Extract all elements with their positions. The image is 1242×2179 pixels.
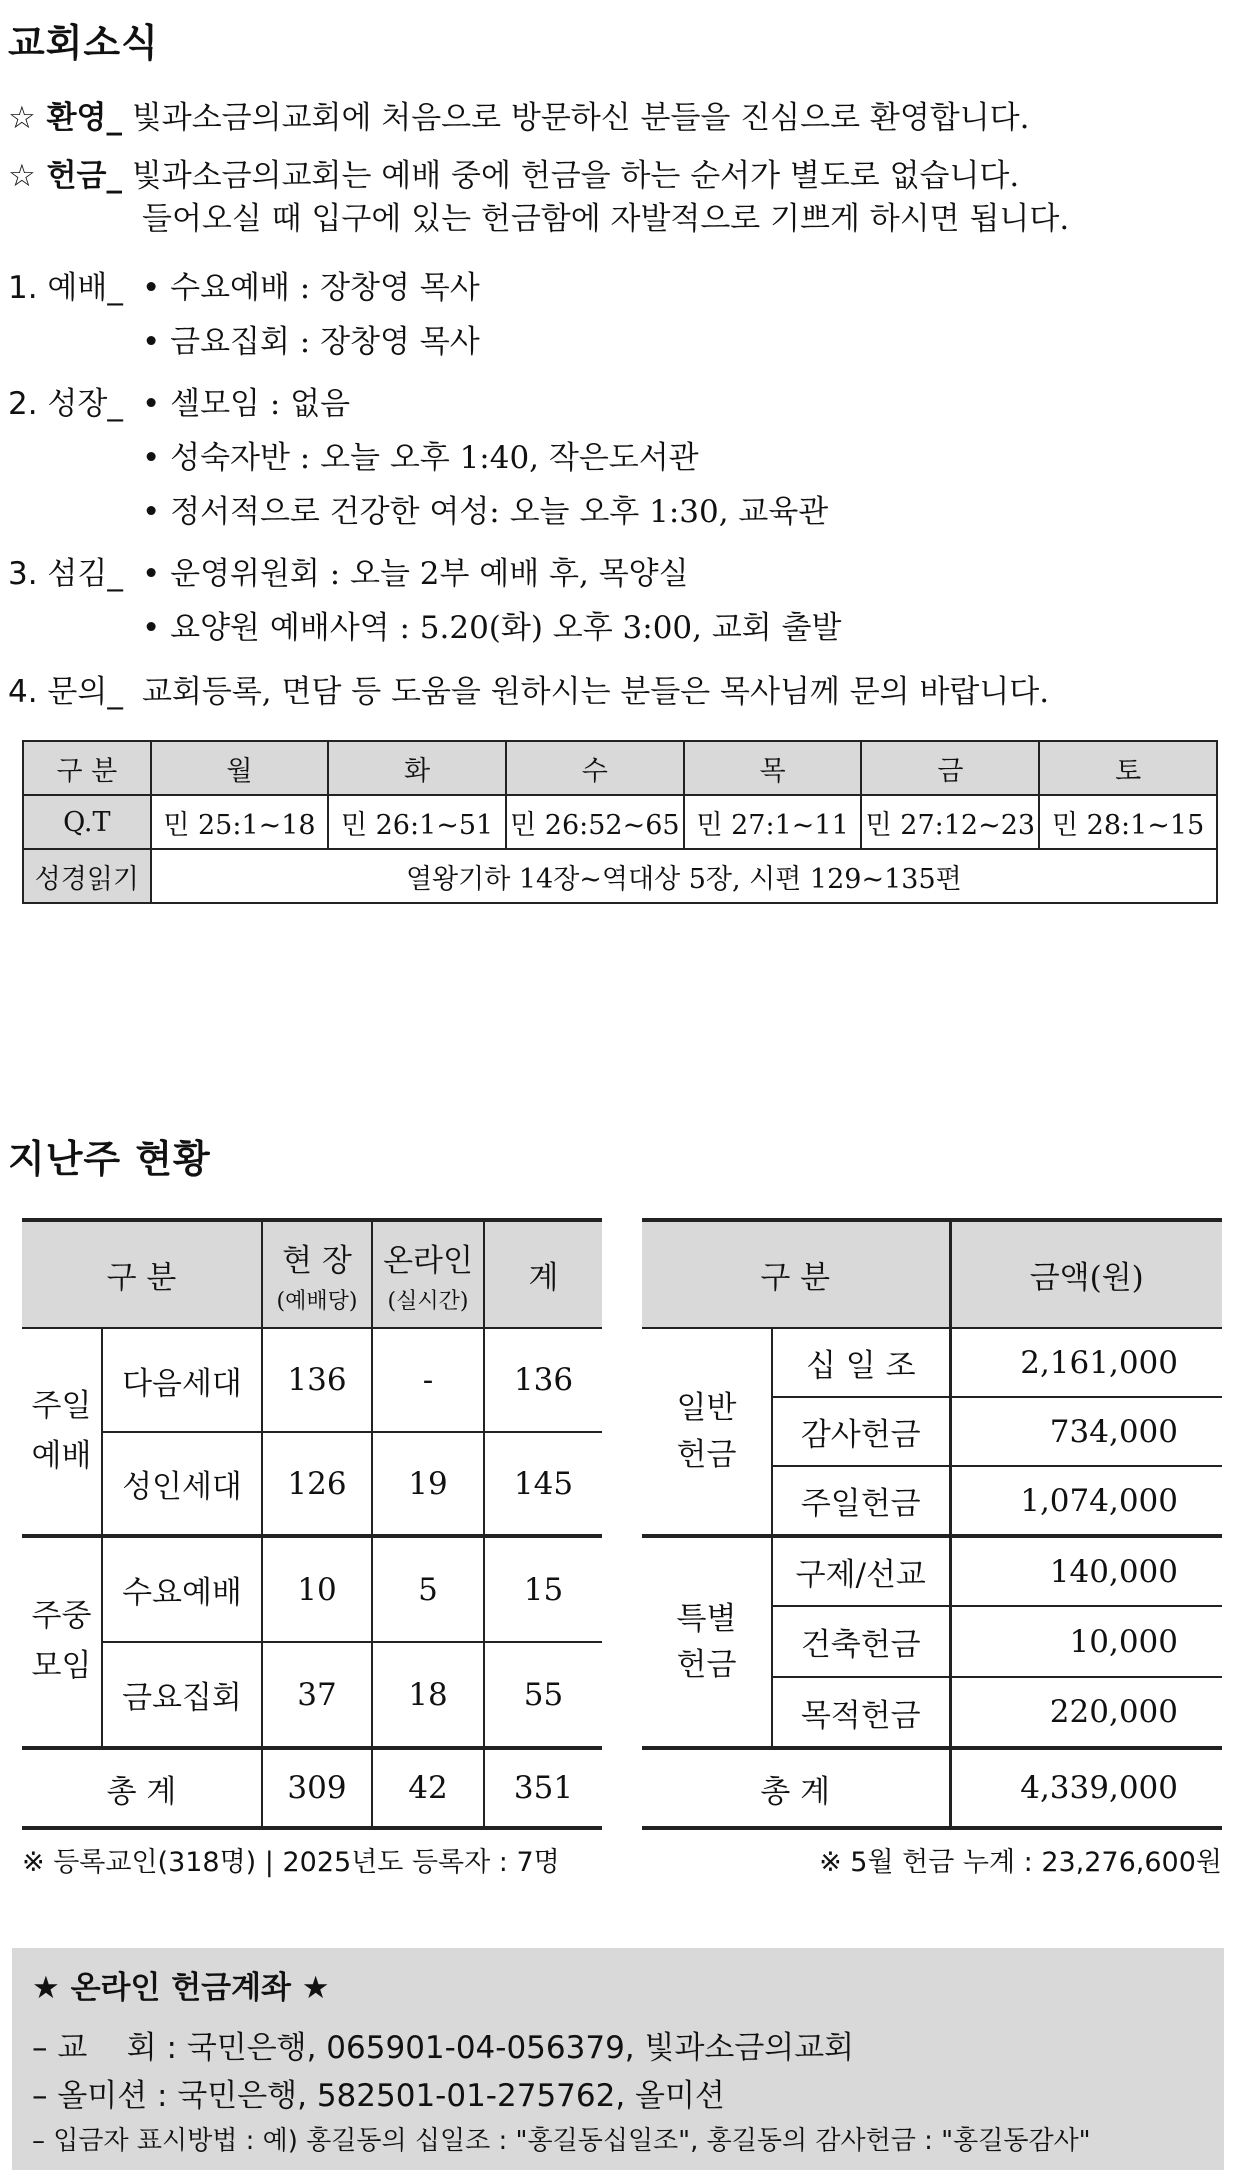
attendance-table — [22, 1218, 602, 1830]
attendance-sum-online: 42 — [372, 1748, 484, 1828]
row-online: - — [372, 1328, 484, 1432]
item-growth-line-3: • 정서적으로 건강한 여성: 오늘 오후 1:30, 교육관 — [142, 494, 829, 530]
attendance-sum-total: 351 — [484, 1748, 602, 1828]
item-label-growth: 2. 성장_ — [8, 386, 123, 422]
row-onsite: 136 — [262, 1328, 372, 1432]
welcome-label: ☆ 환영_ — [8, 100, 122, 136]
row-amount: 2,161,000 — [950, 1328, 1222, 1397]
qt-sat: 민 28:1~15 — [1039, 795, 1217, 849]
table-row — [23, 795, 1217, 849]
attendance-header-online — [372, 1220, 484, 1328]
item-growth-line-2: • 성숙자반 : 오늘 오후 1:40, 작은도서관 — [142, 440, 699, 476]
table-header-row — [22, 1220, 602, 1328]
row-onsite: 37 — [262, 1642, 372, 1748]
row-online: 19 — [372, 1432, 484, 1536]
row-amount: 734,000 — [950, 1397, 1222, 1466]
item-inquiry-line-1: 교회등록, 면담 등 도움을 원하시는 분들은 목사님께 문의 바랍니다. — [142, 674, 1050, 710]
online-account-box — [12, 1948, 1224, 2170]
welcome-text: 빛과소금의교회에 처음으로 방문하신 분들을 진심으로 환영합니다. — [131, 100, 1030, 136]
row-name: 수요예배 — [102, 1536, 262, 1642]
table-header-row — [642, 1220, 1222, 1328]
qt-wed: 민 26:52~65 — [506, 795, 684, 849]
attendance-header-total: 계 — [484, 1220, 602, 1328]
reading-text: 열왕기하 14장~역대상 5장, 시편 129~135편 — [151, 849, 1217, 903]
offering-header-category: 구 분 — [642, 1220, 950, 1328]
header-mon: 월 — [151, 741, 329, 795]
row-amount: 140,000 — [950, 1536, 1222, 1606]
item-service-line-2: • 요양원 예배사역 : 5.20(화) 오후 3:00, 교회 출발 — [142, 610, 842, 646]
depositor-guide-line: – 입금자 표시방법 : 예) 홍길동의 십일조 : "홍길동십일조", 홍길동의 감사헌금 : "홍길동감사" — [32, 2126, 1091, 2156]
item-label-worship: 1. 예배_ — [8, 270, 123, 306]
offering-sum-amount: 4,339,000 — [950, 1748, 1222, 1828]
qt-thu: 민 27:1~11 — [684, 795, 862, 849]
offering-text-2: 들어오실 때 입구에 있는 헌금함에 자발적으로 기쁘게 하시면 됩니다. — [142, 201, 1070, 237]
table-row — [642, 1536, 1222, 1606]
offering-text-1: 빛과소금의교회는 예배 중에 헌금을 하는 순서가 별도로 없습니다. — [131, 158, 1020, 194]
group-sunday-worship: 주일 예배 — [22, 1328, 102, 1536]
header-sat: 토 — [1039, 741, 1217, 795]
qt-mon: 민 25:1~18 — [151, 795, 329, 849]
group-general-offering: 일반 헌금 — [642, 1328, 772, 1536]
row-online: 5 — [372, 1536, 484, 1642]
item-label-inquiry: 4. 문의_ — [8, 674, 123, 710]
attendance-sum-label: 총 계 — [22, 1748, 262, 1828]
table-header-row — [23, 741, 1217, 795]
onsite-label: 현 장 — [282, 1242, 352, 1279]
account-line-allmission: – 올미션 : 국민은행, 582501-01-275762, 올미션 — [32, 2078, 725, 2114]
item-growth-line-1: • 셀모임 : 없음 — [142, 386, 351, 422]
row-name: 금요집회 — [102, 1642, 262, 1748]
row-onsite: 126 — [262, 1432, 372, 1536]
offering-note: ※ 5월 헌금 누계 : 23,276,600원 — [819, 1847, 1222, 1878]
table-row — [642, 1328, 1222, 1397]
row-name: 주일헌금 — [772, 1466, 950, 1536]
header-tue: 화 — [328, 741, 506, 795]
onsite-sub: (예배당) — [276, 1288, 358, 1314]
row-name: 목적헌금 — [772, 1677, 950, 1748]
row-amount: 10,000 — [950, 1606, 1222, 1677]
qt-tue: 민 26:1~51 — [328, 795, 506, 849]
offering-table — [642, 1218, 1222, 1830]
table-row — [22, 1642, 602, 1748]
row-total: 15 — [484, 1536, 602, 1642]
header-wed: 수 — [506, 741, 684, 795]
account-line-church: – 교 회 : 국민은행, 065901-04-056379, 빛과소금의교회 — [32, 2030, 855, 2066]
table-total-row — [642, 1748, 1222, 1828]
table-row — [22, 1536, 602, 1642]
row-amount: 1,074,000 — [950, 1466, 1222, 1536]
attendance-header-onsite — [262, 1220, 372, 1328]
reading-label: 성경읽기 — [23, 849, 151, 903]
row-name: 십 일 조 — [772, 1328, 950, 1397]
header-category: 구 분 — [23, 741, 151, 795]
row-amount: 220,000 — [950, 1677, 1222, 1748]
offering-label: ☆ 헌금_ — [8, 158, 122, 194]
row-onsite: 10 — [262, 1536, 372, 1642]
table-row — [22, 1328, 602, 1432]
row-name: 건축헌금 — [772, 1606, 950, 1677]
item-worship-line-1: • 수요예배 : 장창영 목사 — [142, 270, 480, 306]
row-total: 145 — [484, 1432, 602, 1536]
row-online: 18 — [372, 1642, 484, 1748]
qt-fri: 민 27:12~23 — [861, 795, 1039, 849]
table-row — [23, 849, 1217, 903]
header-fri: 금 — [861, 741, 1039, 795]
header-thu: 목 — [684, 741, 862, 795]
online-sub: (실시간) — [387, 1288, 469, 1314]
item-label-service: 3. 섬김_ — [8, 556, 123, 592]
online-label: 온라인 — [383, 1242, 473, 1279]
offering-line — [8, 150, 1019, 195]
bible-reading-table — [22, 740, 1218, 904]
row-name: 성인세대 — [102, 1432, 262, 1536]
table-row — [22, 1432, 602, 1536]
table-total-row — [22, 1748, 602, 1828]
row-name: 구제/선교 — [772, 1536, 950, 1606]
row-name: 감사헌금 — [772, 1397, 950, 1466]
row-total: 55 — [484, 1642, 602, 1748]
item-worship-line-2: • 금요집회 : 장창영 목사 — [142, 324, 480, 360]
offering-sum-label: 총 계 — [642, 1748, 950, 1828]
item-service-line-1: • 운영위원회 : 오늘 2부 예배 후, 목양실 — [142, 556, 689, 592]
row-name: 다음세대 — [102, 1328, 262, 1432]
attendance-header-category: 구 분 — [22, 1220, 262, 1328]
online-account-title: ★ 온라인 헌금계좌 ★ — [32, 1970, 330, 2006]
group-weekday-meeting: 주중 모임 — [22, 1536, 102, 1748]
qt-label: Q.T — [23, 795, 151, 849]
group-special-offering: 특별 헌금 — [642, 1536, 772, 1748]
welcome-line — [8, 92, 1029, 137]
attendance-note: ※ 등록교인(318명) | 2025년도 등록자 : 7명 — [22, 1847, 560, 1878]
attendance-sum-onsite: 309 — [262, 1748, 372, 1828]
church-news-title: 교회소식 — [8, 21, 159, 65]
status-title: 지난주 현황 — [8, 1137, 211, 1181]
row-total: 136 — [484, 1328, 602, 1432]
offering-header-amount: 금액(원) — [950, 1220, 1222, 1328]
